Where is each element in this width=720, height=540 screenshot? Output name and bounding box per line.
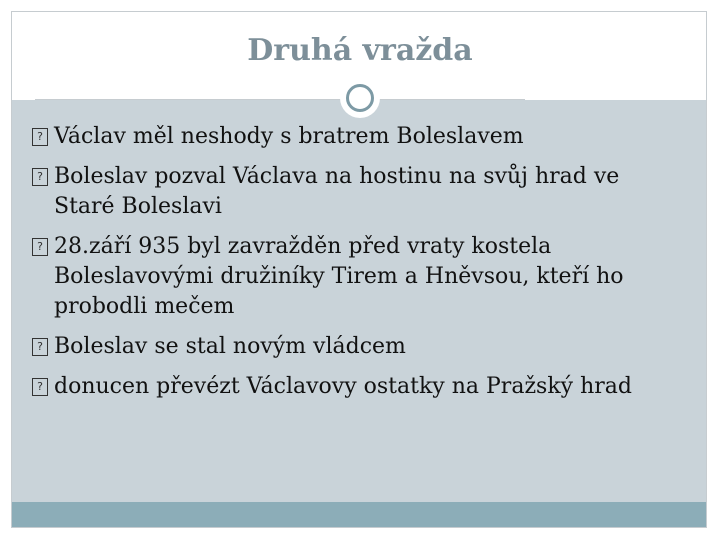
bullet-item <box>32 232 682 322</box>
ring-inner <box>346 84 374 112</box>
bullet-text: Václav měl neshody s bratrem Boleslavem <box>54 124 524 149</box>
footer-bar <box>12 502 706 527</box>
bullet-marker-icon: ? <box>32 238 48 256</box>
bullet-marker-icon: ? <box>32 338 48 356</box>
bullet-item <box>32 372 682 402</box>
bullet-marker-icon: ? <box>32 168 48 186</box>
bullet-text: Boleslav se stal novým vládcem <box>54 334 406 359</box>
bullet-marker-icon: ? <box>32 378 48 396</box>
bullet-text: Boleslav pozval Václava na hostinu na svůj hrad ve Staré Boleslavi <box>54 164 620 219</box>
title-divider <box>35 99 525 100</box>
ring-ornament-icon <box>340 78 380 118</box>
slide-title: Druhá vražda <box>247 33 473 68</box>
bullet-item <box>32 332 682 362</box>
bullet-list <box>32 122 682 412</box>
bullet-item <box>32 162 682 222</box>
bullet-marker-icon: ? <box>32 128 48 146</box>
bullet-item <box>32 122 682 152</box>
bullet-text: 28.září 935 byl zavražděn před vraty kostela Boleslavovými družiníky Tirem a Hněvsou, kteří ho probodli mečem <box>54 234 624 319</box>
bullet-text: donucen převézt Václavovy ostatky na Pražský hrad <box>54 374 632 399</box>
